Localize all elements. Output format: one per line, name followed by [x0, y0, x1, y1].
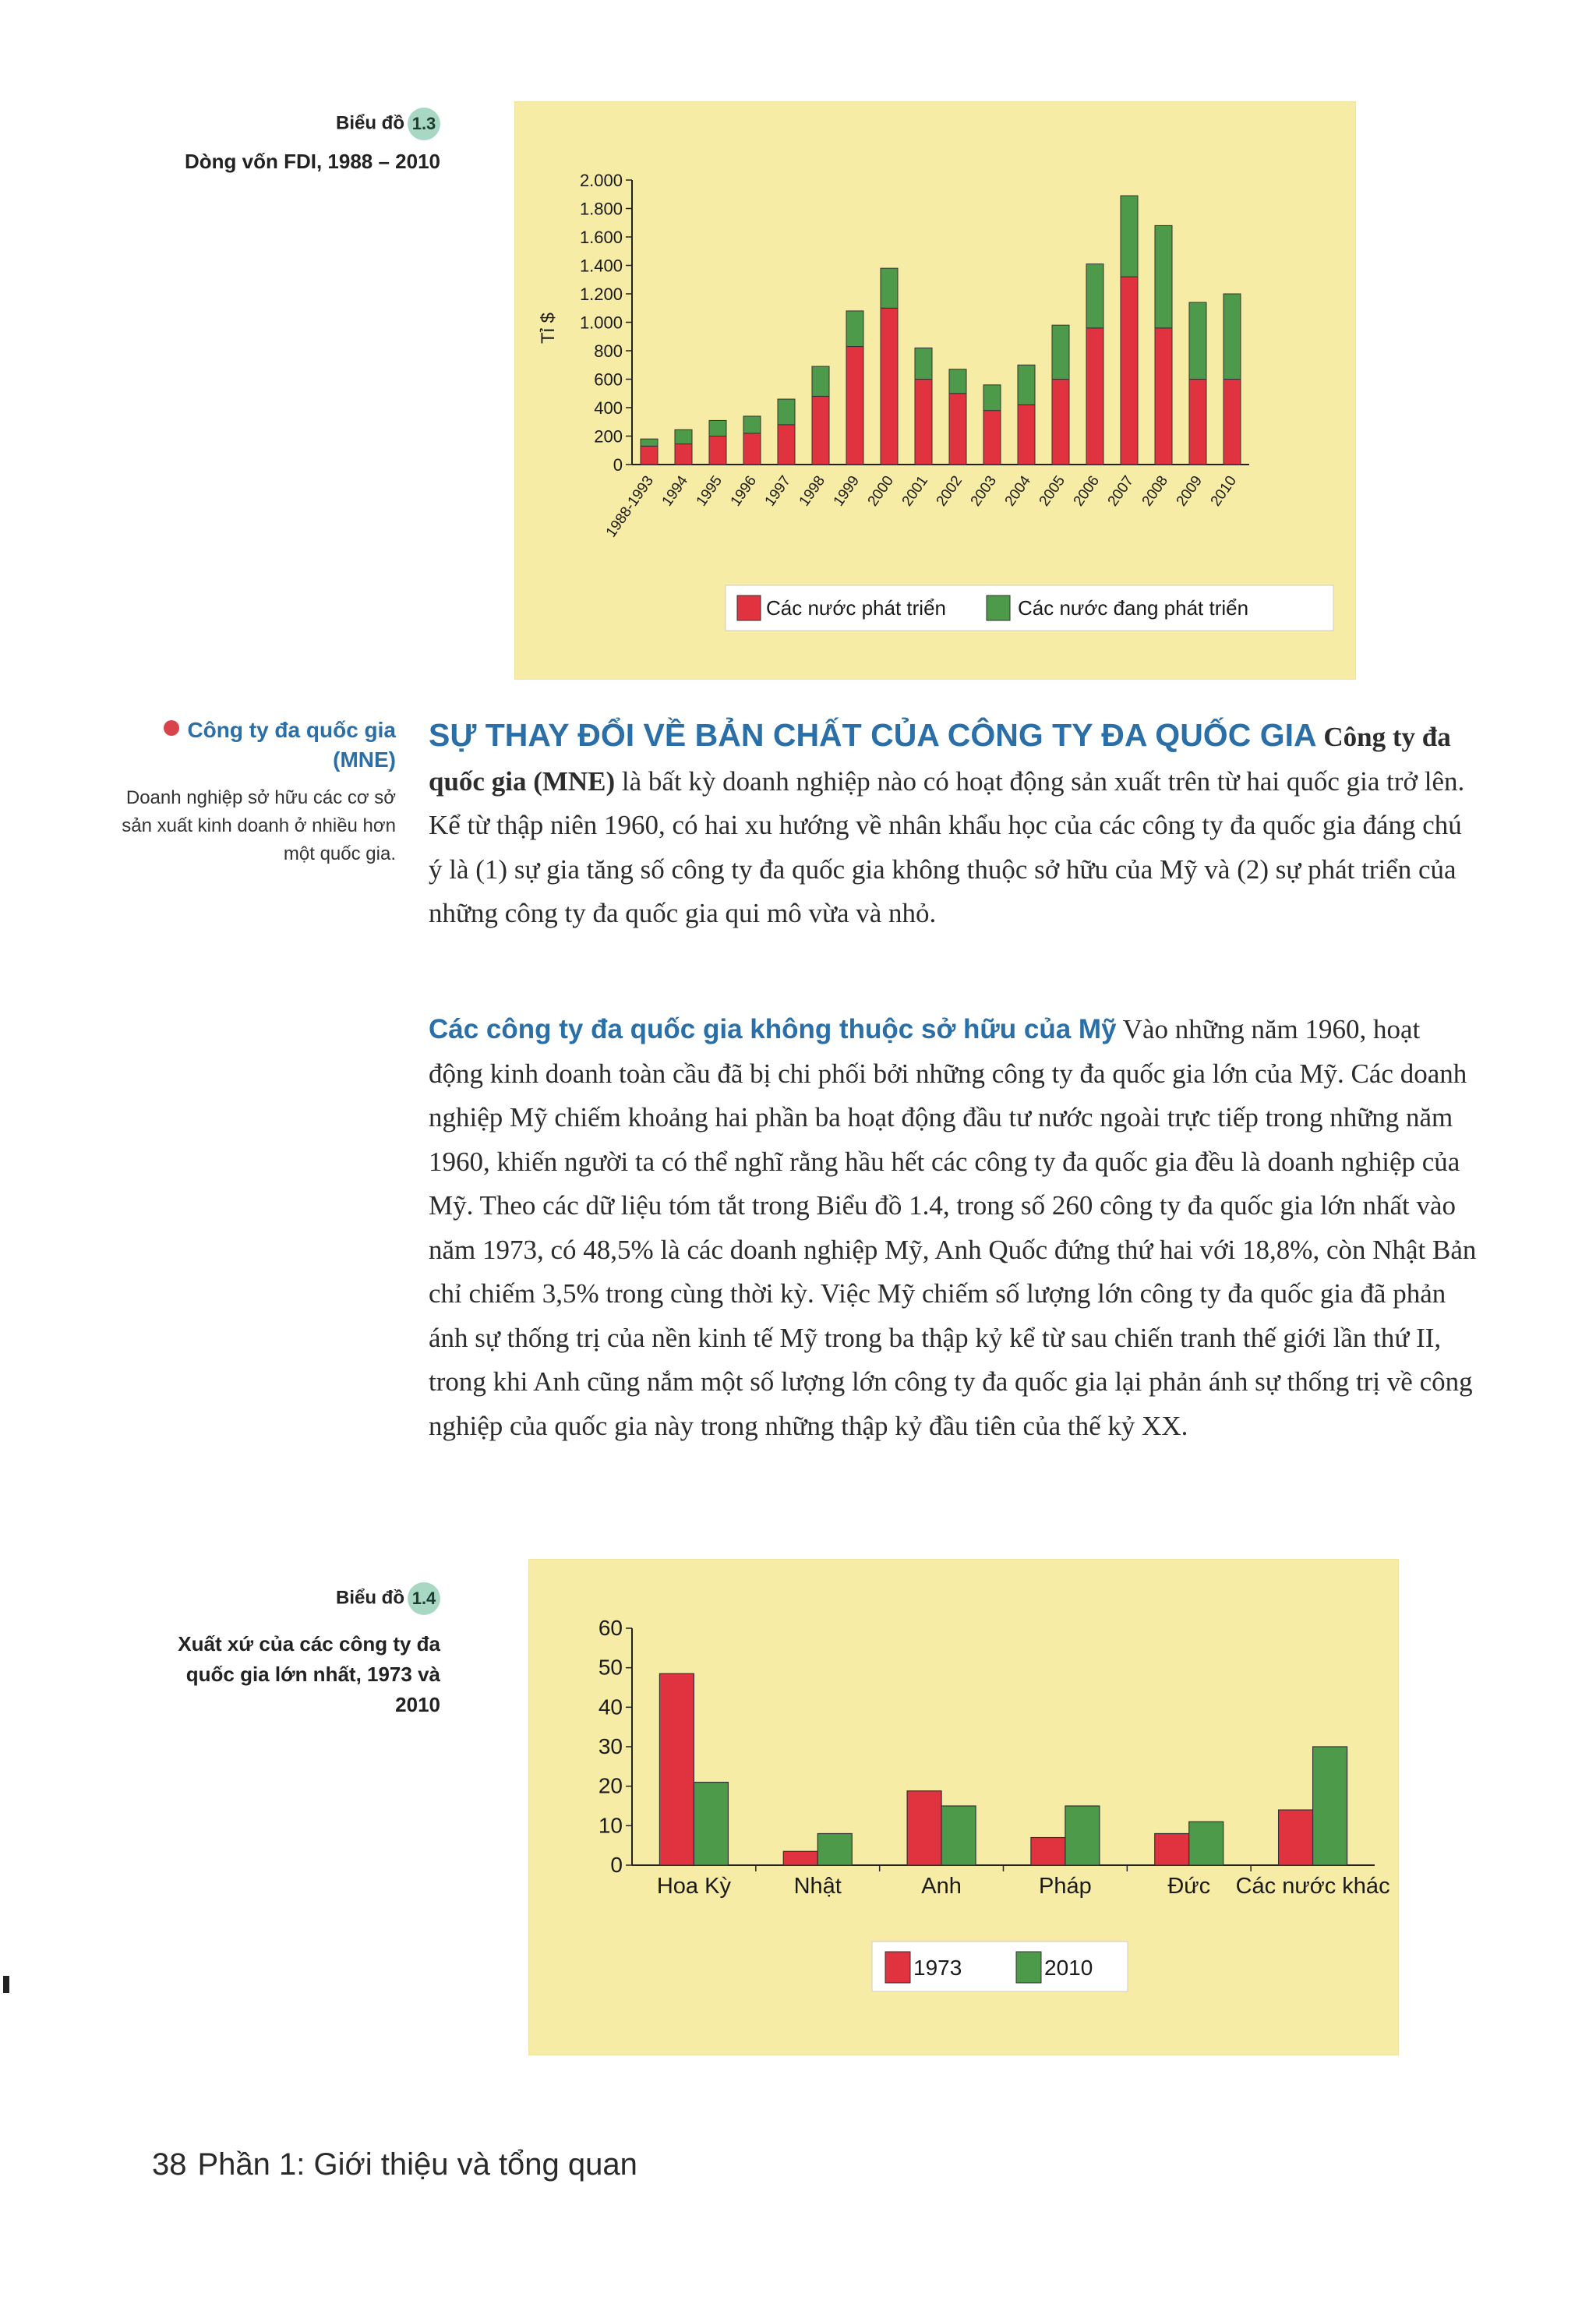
bar-developing [1018, 365, 1035, 405]
bar-developed [1189, 380, 1206, 465]
x-tick-label: 2006 [1070, 472, 1103, 510]
x-tick-label: 2001 [899, 472, 932, 510]
bar-developed [881, 308, 898, 465]
bar-1973 [659, 1673, 694, 1865]
bar-developed [743, 433, 761, 465]
y-tick-label: 1.800 [579, 199, 623, 219]
x-tick-label: 1995 [693, 472, 726, 510]
x-tick-label: 2005 [1036, 472, 1069, 510]
bar-1973 [1155, 1833, 1189, 1865]
figure-1-3-label: Biểu đồ [336, 112, 404, 134]
y-tick-label: 20 [598, 1773, 623, 1798]
bar-developing [881, 268, 898, 308]
x-tick-label: Anh [921, 1874, 962, 1899]
fdi-stacked-bar-chart [515, 102, 1355, 679]
bar-developing [949, 369, 966, 394]
figure-1-4-caption [160, 1582, 440, 1720]
bar-developing [1189, 302, 1206, 380]
y-tick-label: 1.600 [579, 228, 623, 247]
x-tick-label: 2000 [864, 472, 898, 510]
figure-1-3-title: Dòng vốn FDI, 1988 – 2010 [184, 150, 440, 173]
x-tick-label: 1994 [659, 472, 692, 510]
bar-developed [641, 446, 658, 465]
y-tick-label: 0 [610, 1853, 623, 1877]
y-tick-label: 1.000 [579, 313, 623, 333]
x-tick-label: 2003 [967, 472, 1001, 510]
x-tick-label: 2004 [1001, 472, 1035, 510]
y-tick-label: 800 [594, 341, 623, 361]
mne-origin-chart-panel [528, 1559, 1399, 2055]
bar-developed [778, 425, 795, 465]
figure-1-4-number: 1.4 [408, 1582, 440, 1615]
bar-developing [778, 399, 795, 425]
subsection-title: Các công ty đa quốc gia không thuộc sở hữu của Mỹ [429, 1014, 1117, 1044]
x-tick-label: Pháp [1039, 1874, 1092, 1899]
y-tick-label: 50 [598, 1655, 623, 1680]
bar-developed [983, 411, 1001, 465]
page-footer [152, 2147, 637, 2182]
x-tick-label: 2009 [1173, 472, 1206, 510]
part-title: Phần 1: Giới thiệu và tổng quan [197, 2147, 637, 2182]
bar-1973 [1031, 1838, 1065, 1865]
section-non-us-mne [429, 1008, 1479, 1448]
bullet-icon [164, 720, 179, 736]
sidebar-definition [115, 716, 396, 868]
legend-swatch-developing [987, 595, 1010, 620]
figure-1-3-number: 1.3 [408, 108, 440, 140]
x-tick-label: 2002 [933, 472, 966, 510]
subsection-body: Vào những năm 1960, hoạt động kinh doanh toàn cầu đã bị chi phối bởi những công ty đa quốc gia lớn của Mỹ. Các doanh nghiệp Mỹ chiếm khoảng hai phần ba hoạt động đầu tư nước ngoài trực tiếp trong những năm 1960, khiến người ta có thể nghĩ rằng hầu hết các công ty đa quốc gia đều là doanh nghiệp của Mỹ. Theo các dữ liệu tóm tắt trong Biểu đồ 1.4, trong số 260 công ty đa quốc gia lớn nhất vào năm 1973, có 48,5% là các doanh nghiệp Mỹ, Anh Quốc đứng thứ hai với 18,8%, còn Nhật Bản chỉ chiếm 3,5% trong cùng thời kỳ. Việc Mỹ chiếm số lượng lớn công ty đa quốc gia đã phản ánh sự thống trị của nền kinh tế Mỹ trong ba thập kỷ kể từ sau chiến tranh thế giới lần thứ II, trong khi Anh cũng nắm một số lượng lớn công ty đa quốc gia lại phản ánh sự thống trị về công nghiệp của quốc gia này trong những thập kỷ đầu tiên của thế kỷ XX. [429, 1014, 1477, 1441]
bar-developing [641, 439, 658, 446]
bar-developed [675, 444, 692, 465]
mne-origin-bar-chart [529, 1560, 1398, 2055]
bar-developed [1086, 328, 1103, 465]
bar-developing [846, 311, 863, 347]
figure-1-4-title: Xuất xứ của các công ty đa quốc gia lớn nhất, 1973 và 2010 [178, 1632, 440, 1716]
legend-label-1973: 1973 [913, 1956, 962, 1980]
bar-developing [1086, 264, 1103, 328]
bar-developed [1052, 380, 1069, 465]
bar-2010 [817, 1833, 852, 1865]
bar-developed [1155, 328, 1172, 465]
bar-2010 [1313, 1747, 1347, 1865]
legend-label-developing: Các nước đang phát triển [1018, 596, 1249, 620]
y-tick-label: 60 [598, 1616, 623, 1640]
legend-label-2010: 2010 [1044, 1956, 1093, 1980]
x-tick-label: 1988-1993 [602, 472, 658, 541]
bar-developed [915, 380, 932, 465]
bar-developing [743, 416, 761, 433]
y-tick-label: 30 [598, 1734, 623, 1758]
y-tick-label: 10 [598, 1813, 623, 1838]
bar-developing [812, 366, 829, 396]
bar-2010 [694, 1783, 728, 1865]
x-tick-label: 1998 [796, 472, 829, 510]
x-tick-label: 1996 [727, 472, 761, 510]
bar-2010 [1065, 1806, 1100, 1865]
bar-developing [675, 429, 692, 443]
bar-developing [1155, 225, 1172, 327]
x-tick-label: 2007 [1104, 472, 1138, 510]
bar-developing [1121, 196, 1138, 277]
bar-1973 [783, 1851, 817, 1865]
margin-mark [3, 1976, 9, 1993]
bar-developing [1223, 294, 1241, 380]
page-number: 38 [152, 2147, 187, 2182]
y-tick-label: 200 [594, 426, 623, 447]
bar-1973 [907, 1791, 941, 1865]
figure-1-3-caption [160, 108, 440, 177]
y-axis-label: Tỉ $ [538, 312, 559, 345]
y-tick-label: 400 [594, 398, 623, 418]
fdi-chart-panel [514, 101, 1356, 680]
y-tick-label: 2.000 [579, 171, 623, 190]
y-tick-label: 1.400 [579, 256, 623, 276]
x-tick-label: Nhật [793, 1874, 842, 1899]
section-mne-nature [429, 713, 1479, 936]
bar-developing [709, 420, 726, 436]
y-tick-label: 1.200 [579, 284, 623, 304]
term-mne: Công ty đa quốc gia (MNE) [429, 722, 1451, 797]
bar-2010 [1189, 1822, 1223, 1865]
x-tick-label: Hoa Kỳ [656, 1874, 731, 1899]
section-body: là bất kỳ doanh nghiệp nào có hoạt động sản xuất trên từ hai quốc gia trở lên. Kể từ thập niên 1960, có hai xu hướng về nhân khẩu học của các công ty đa quốc gia đáng chú ý là (1) sự gia tăng số công ty đa quốc gia không thuộc sở hữu của Mỹ và (2) sự phát triển của những công ty đa quốc gia qui mô vừa và nhỏ. [429, 765, 1465, 928]
x-tick-label: 1999 [830, 472, 863, 510]
bar-developing [983, 385, 1001, 411]
bar-2010 [941, 1806, 976, 1865]
bar-developed [846, 347, 863, 465]
sidebar-term: Công ty đa quốc gia (MNE) [187, 718, 396, 772]
bar-developing [915, 348, 932, 379]
section-title: SỰ THAY ĐỔI VỀ BẢN CHẤT CỦA CÔNG TY ĐA QUỐC GIA [429, 717, 1317, 753]
legend-swatch-developed [737, 595, 761, 620]
sidebar-definition-text: Doanh nghiệp sở hữu các cơ sở sản xuất kinh doanh ở nhiều hơn một quốc gia. [122, 787, 396, 864]
bar-developing [1052, 325, 1069, 379]
bar-developed [1018, 405, 1035, 465]
legend-label-developed: Các nước phát triển [766, 596, 947, 620]
x-tick-label: 2010 [1207, 472, 1241, 510]
y-tick-label: 600 [594, 369, 623, 390]
bar-developed [709, 436, 726, 465]
x-tick-label: 2008 [1139, 472, 1172, 510]
x-tick-label: Đức [1167, 1874, 1211, 1899]
legend-swatch-1973 [885, 1952, 910, 1983]
bar-developed [949, 394, 966, 465]
x-tick-label: Các nước khác [1235, 1874, 1390, 1899]
y-tick-label: 0 [613, 455, 623, 475]
y-tick-label: 40 [598, 1694, 623, 1719]
x-tick-label: 1997 [761, 472, 795, 510]
figure-1-4-label: Biểu đồ [336, 1587, 404, 1609]
bar-developed [812, 396, 829, 465]
bar-1973 [1279, 1810, 1313, 1865]
bar-developed [1223, 380, 1241, 465]
bar-developed [1121, 277, 1138, 465]
legend-swatch-2010 [1016, 1952, 1041, 1983]
